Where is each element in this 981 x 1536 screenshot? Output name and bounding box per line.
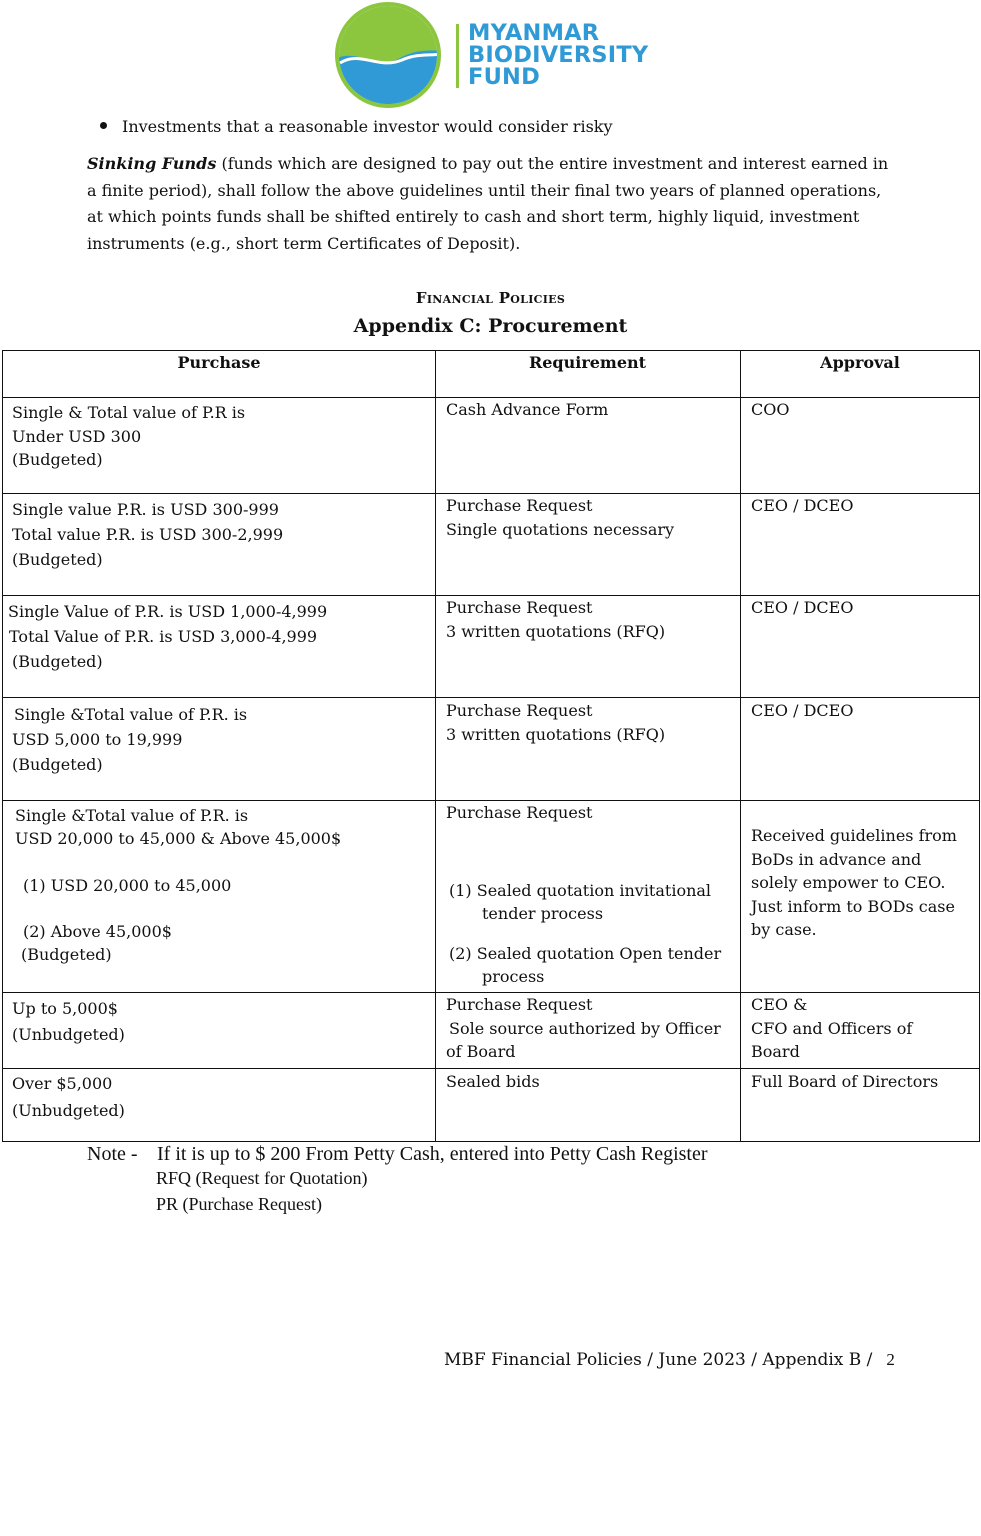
table-row-5-purchase-line-4: (2) Above 45,000$ <box>23 922 172 941</box>
footer-text: MBF Financial Policies / June 2023 / Appendix B / <box>444 1350 873 1370</box>
table-row-7-requirement: Sealed bids <box>446 1072 540 1091</box>
table-row-2-requirement: Purchase Request Single quotations necessary <box>446 496 675 539</box>
header-requirement: Requirement <box>528 353 647 372</box>
table-row-5-purchase-line-2: USD 20,000 to 45,000 & Above 45,000$ <box>15 829 342 848</box>
table-row-1-purchase: Single & Total value of P.R is Under USD 300 (Budgeted) <box>12 403 246 469</box>
note-rfq: RFQ (Request for Quotation) <box>156 1168 368 1188</box>
mbf-logo <box>330 0 660 112</box>
column-divider <box>435 351 436 1141</box>
table-row-6-requirement: Purchase Request Sole source authorized by Officer of Board <box>446 995 721 1061</box>
note-pr: PR (Purchase Request) <box>156 1194 322 1214</box>
table-row-2-purchase: Single value P.R. is USD 300-999 Total value P.R. is USD 300-2,999 (Budgeted) <box>12 500 284 569</box>
table-row-5-purchase-line-5: (Budgeted) <box>21 945 112 964</box>
table-row-1-approval: COO <box>751 400 790 419</box>
table-row-3-purchase: Single Value of P.R. is USD 1,000-4,999 Total Value of P.R. is USD 3,000-4,999 (Budgeted) <box>8 602 328 671</box>
column-divider <box>740 351 741 1141</box>
logo-line-2: BIODIVERSITY <box>468 42 649 68</box>
table-row-4-purchase: Single &Total value of P.R. is USD 5,000 to 19,999 (Budgeted) <box>12 705 248 774</box>
table-row-4-approval: CEO / DCEO <box>751 701 854 720</box>
table-row-4-requirement: Purchase Request 3 written quotations (RFQ) <box>446 701 666 744</box>
note-label: Note - <box>87 1143 138 1165</box>
table-row-5-requirement-line-2: (1) Sealed quotation invitational <box>449 881 712 900</box>
bullet-text: Investments that a reasonable investor would consider risky <box>122 117 613 136</box>
logo-line-1: MYANMAR <box>468 20 600 46</box>
page-number: 2 <box>886 1350 895 1369</box>
table-row-6-approval: CEO & CFO and Officers of Board <box>751 995 913 1061</box>
sinking-funds-paragraph <box>87 151 902 257</box>
procurement-table <box>2 350 980 1142</box>
note-text: If it is up to $ 200 From Petty Cash, entered into Petty Cash Register <box>157 1143 708 1165</box>
table-row-5-requirement-line-4: (2) Sealed quotation Open tender <box>449 944 722 963</box>
note-main <box>87 1143 708 1166</box>
header-approval: Approval <box>820 353 900 372</box>
table-row-3-requirement: Purchase Request 3 written quotations (RFQ) <box>446 598 666 641</box>
table-row-6-purchase: Up to 5,000$ (Unbudgeted) <box>12 999 125 1044</box>
section-heading: Financial Policies <box>415 289 566 307</box>
table-row-2-approval: CEO / DCEO <box>751 496 854 515</box>
section-subheading: Appendix C: Procurement <box>353 315 628 337</box>
bullet-dot-icon <box>100 122 107 129</box>
logo-wordmark <box>468 22 648 88</box>
header-purchase: Purchase <box>177 353 261 372</box>
logo-divider <box>456 24 459 88</box>
table-row-5-approval: Received guidelines from BoDs in advance and solely empower to CEO. Just inform to BODs case by case. <box>751 826 957 939</box>
sinking-funds-lead: Sinking Funds <box>87 154 217 173</box>
sinking-funds-body: (funds which are designed to pay out the entire investment and interest earned in a finite period), shall follow the above guidelines until their final two years of planned operations, at which points funds shall be shifted entirely to cash and short term, highly liquid, investment instruments (e.g., short term Certificates of Deposit). <box>87 154 889 253</box>
row-divider <box>3 697 979 698</box>
logo-line-3: FUND <box>468 64 540 90</box>
table-row-7-purchase: Over $5,000 (Unbudgeted) <box>12 1074 125 1120</box>
row-divider <box>3 1068 979 1069</box>
table-row-1-requirement: Cash Advance Form <box>446 400 609 419</box>
table-row-5-purchase-line-1: Single &Total value of P.R. is <box>15 806 249 825</box>
table-row-5-requirement-line-1: Purchase Request <box>446 803 593 822</box>
table-row-5-requirement-line-5: process <box>482 967 545 986</box>
page-footer <box>444 1350 895 1370</box>
table-row-3-approval: CEO / DCEO <box>751 598 854 617</box>
table-row-7-approval: Full Board of Directors <box>751 1072 939 1091</box>
bullet-item <box>100 116 613 138</box>
table-row-5-requirement-line-3: tender process <box>482 904 604 923</box>
logo-emblem-icon <box>330 0 450 112</box>
table-row-5-purchase-line-3: (1) USD 20,000 to 45,000 <box>23 876 232 895</box>
